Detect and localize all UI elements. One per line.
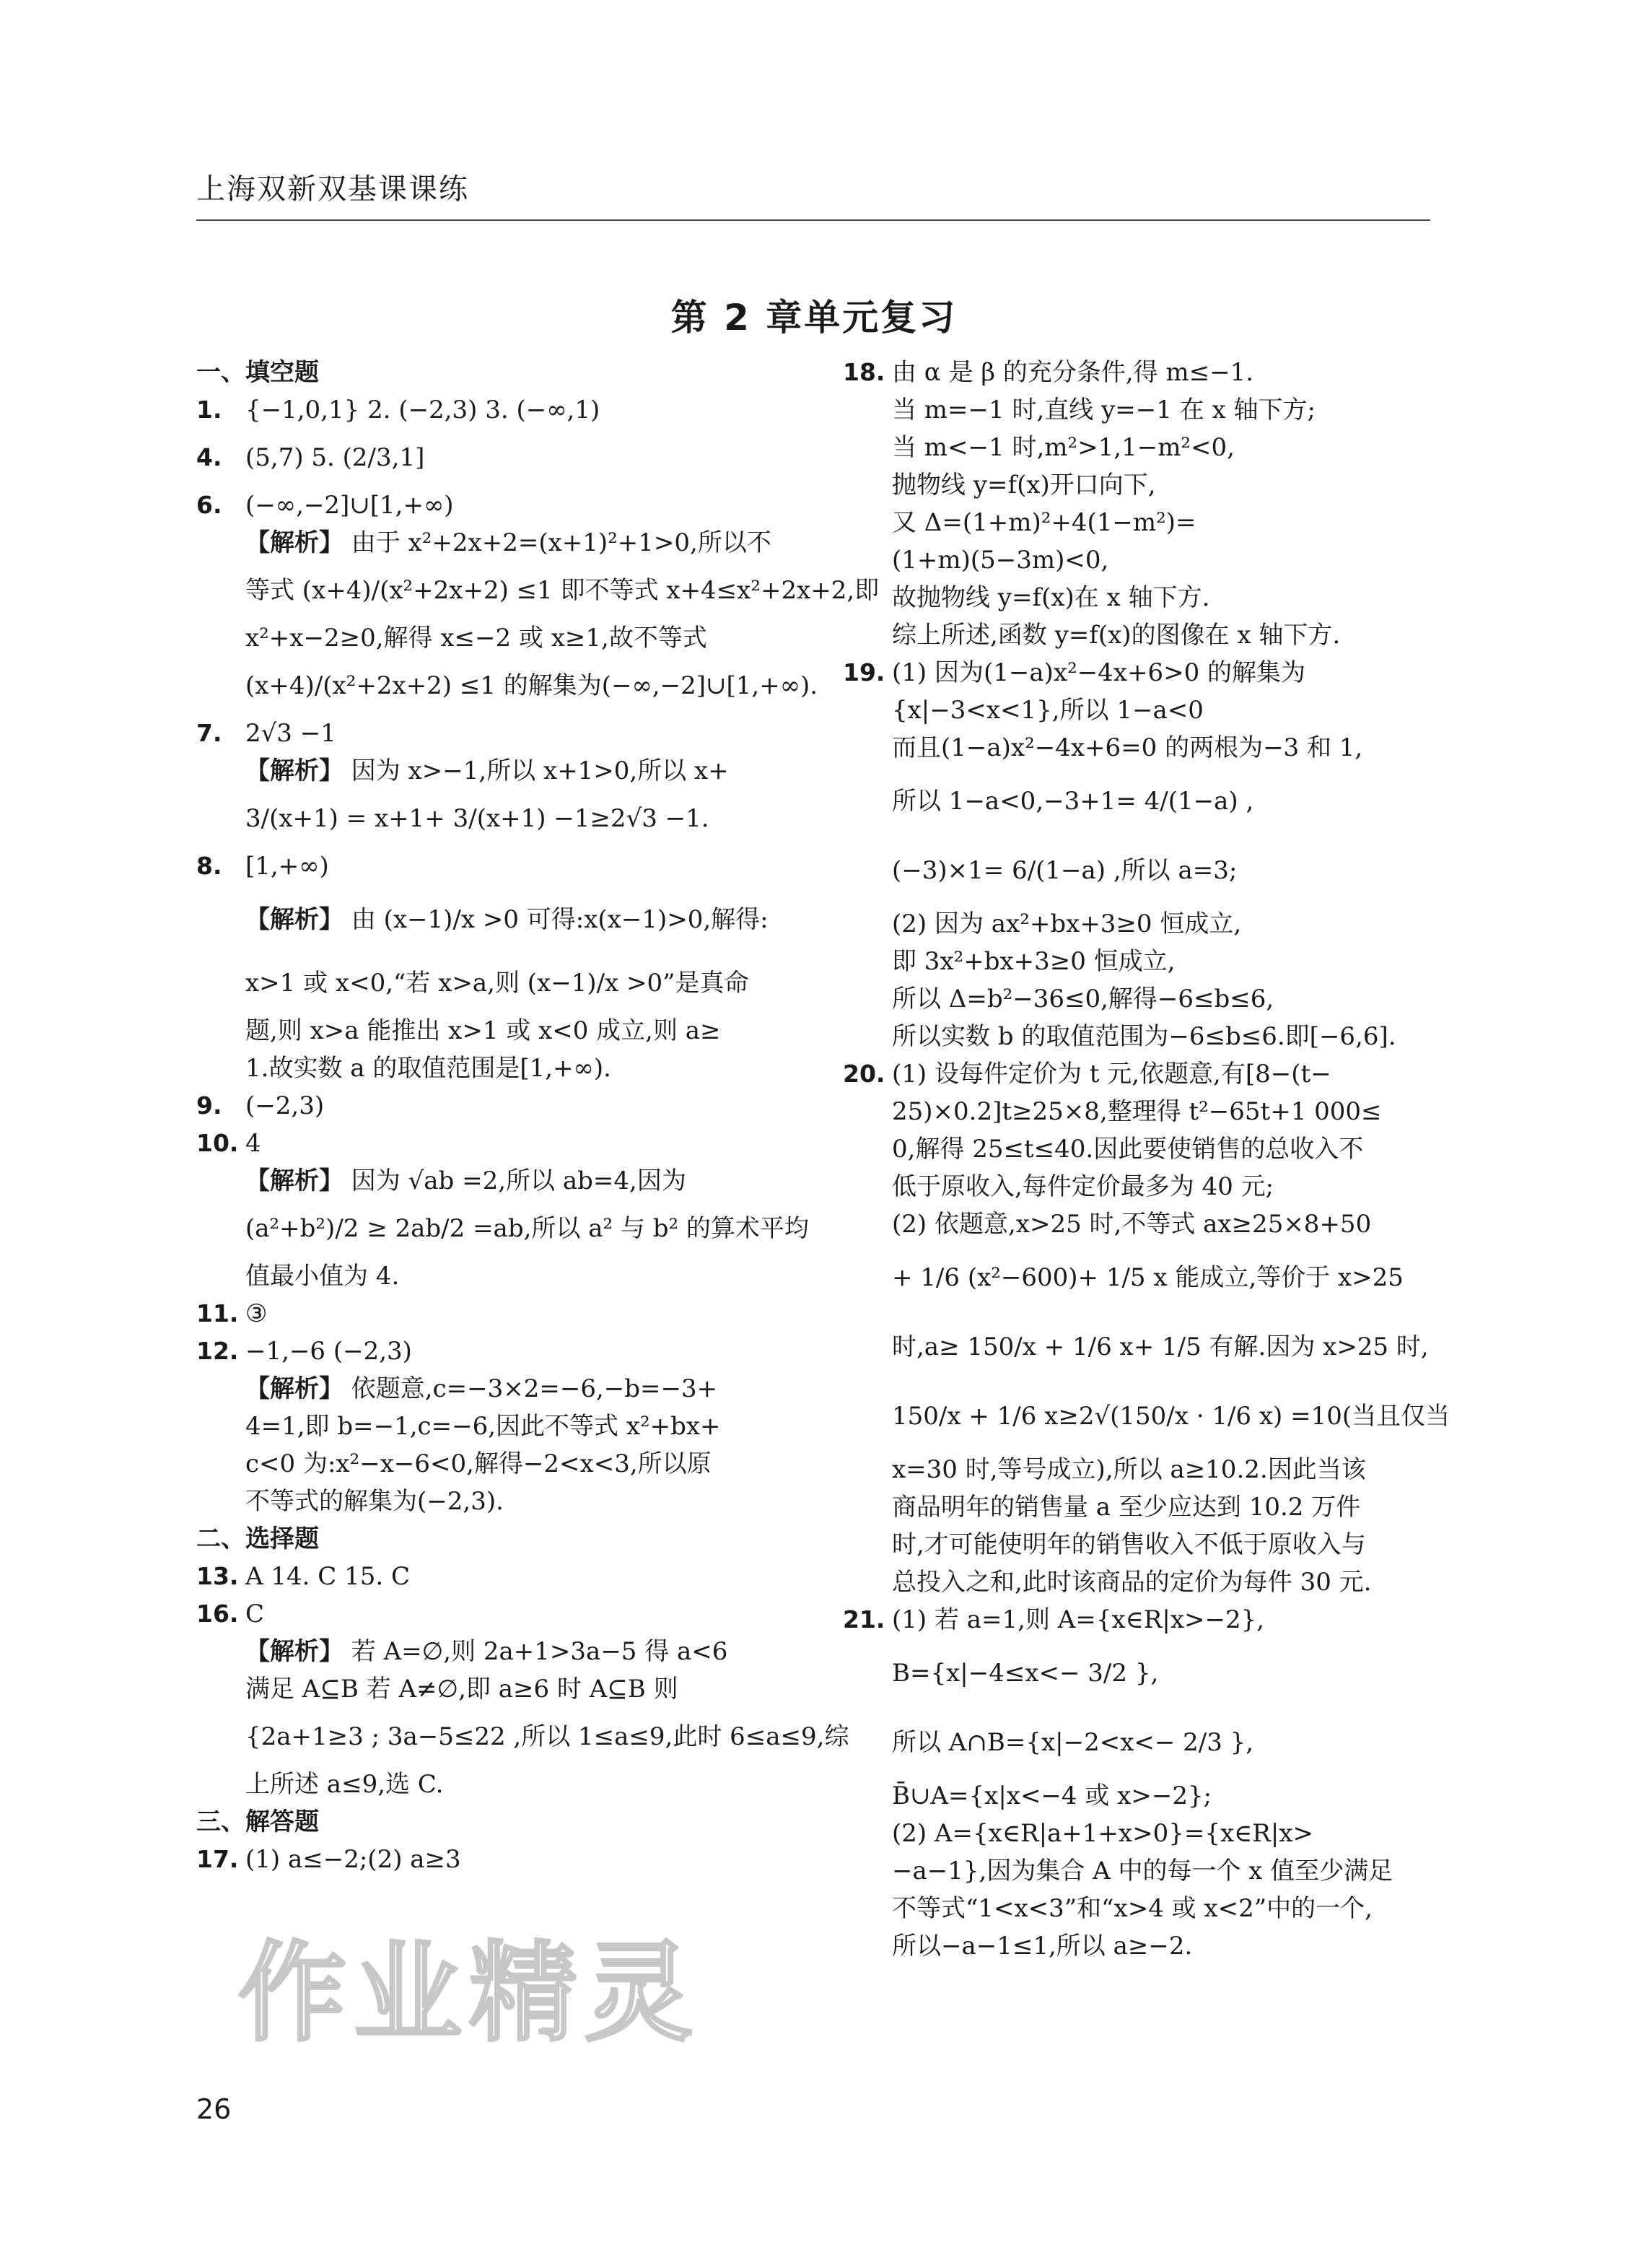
item-text: [1,+∞) — [245, 852, 329, 881]
continuation-line: B={x|−4≤x<− 3/2 }, — [892, 1659, 1159, 1688]
item-text: A 14. C 15. C — [245, 1562, 410, 1591]
item-text: (1) 若 a=1,则 A={x∈R|x>−2}, — [892, 1605, 1265, 1634]
continuation-line: 时,才可能使明年的销售收入不低于原收入与 — [892, 1530, 1366, 1559]
item-number: 19. — [843, 658, 885, 686]
continuation-line: 所以实数 b 的取值范围为−6≤b≤6.即[−6,6]. — [892, 1022, 1396, 1051]
continuation-line: 1.故实数 a 的取值范围是[1,+∞). — [245, 1054, 611, 1083]
watermark-logo: 作业精灵 — [238, 1931, 701, 2057]
continuation-line: 不等式的解集为(−2,3). — [245, 1487, 504, 1516]
answer-item — [196, 391, 788, 429]
continuation-line: (a²+b²)/2 ≥ 2ab/2 =ab,所以 a² 与 b² 的算术平均 — [245, 1214, 809, 1243]
explanation-tag: 【解析】 — [245, 905, 343, 934]
answer-item — [196, 1295, 788, 1333]
item-text: (1) 设每件定价为 t 元,依题意,有[8−(t− — [892, 1060, 1331, 1089]
answer-item — [196, 429, 788, 487]
continuation-line: 150/x + 1/6 x≥2√(150/x · 1/6 x) =10(当且仅当 — [892, 1402, 1450, 1431]
continuation-line: (−3)×1= 6/(1−a) ,所以 a=3; — [892, 856, 1238, 885]
answer-item — [843, 1055, 1432, 1093]
explanation-text: 依题意,c=−3×2=−6,−b=−3+ — [343, 1374, 718, 1403]
item-number: 6. — [196, 491, 222, 519]
item-number: 17. — [196, 1845, 239, 1873]
explanation-line — [196, 1633, 788, 1670]
continuation-line: 4=1,即 b=−1,c=−6,因此不等式 x²+bx+ — [245, 1412, 721, 1441]
answer-item — [196, 1333, 788, 1370]
item-number: 16. — [196, 1600, 239, 1628]
item-text: C — [245, 1600, 265, 1628]
continuation-line: 总投入之和,此时该商品的定价为每件 30 元. — [892, 1568, 1372, 1597]
answer-item — [196, 1087, 788, 1125]
continuation-line: 低于原收入,每件定价最多为 40 元; — [892, 1172, 1274, 1201]
item-number: 13. — [196, 1562, 239, 1590]
item-text: (1) 因为(1−a)x²−4x+6>0 的解集为 — [892, 658, 1306, 687]
running-header: 上海双新双基课课练 — [196, 173, 469, 206]
explanation-line — [196, 1162, 788, 1200]
continuation-line: 25)×0.2]t≥25×8,整理得 t²−65t+1 000≤ — [892, 1097, 1382, 1126]
item-text: (5,7) 5. (2/3,1] — [245, 443, 425, 472]
answer-item — [196, 1595, 788, 1633]
continuation-line: 上所述 a≤9,选 C. — [245, 1770, 444, 1799]
section-heading: 三、解答题 — [196, 1807, 319, 1836]
item-number: 12. — [196, 1337, 239, 1365]
continuation-line: 故抛物线 y=f(x)在 x 轴下方. — [892, 583, 1210, 612]
continuation-line: 综上所述,函数 y=f(x)的图像在 x 轴下方. — [892, 621, 1341, 650]
continuation-line: 抛物线 y=f(x)开口向下, — [892, 471, 1156, 500]
answer-item — [196, 715, 788, 752]
item-number: 11. — [196, 1299, 239, 1327]
explanation-line — [196, 752, 788, 790]
answer-item — [196, 1558, 788, 1595]
section-heading: 一、填空题 — [196, 358, 319, 387]
continuation-line: (2) 因为 ax²+bx+3≥0 恒成立, — [892, 910, 1242, 938]
continuation-line: x=30 时,等号成立),所以 a≥10.2.因此当该 — [892, 1455, 1366, 1484]
item-text: {−1,0,1} 2. (−2,3) 3. (−∞,1) — [245, 396, 600, 424]
continuation-line: + 1/6 (x²−600)+ 1/5 x 能成立,等价于 x>25 — [892, 1263, 1404, 1292]
item-number: 4. — [196, 443, 222, 471]
continuation-line: 商品明年的销售量 a 至少应达到 10.2 万件 — [892, 1493, 1361, 1522]
explanation-tag: 【解析】 — [245, 756, 343, 785]
answer-item — [843, 354, 1432, 391]
page-number: 26 — [196, 2093, 232, 2125]
item-number: 10. — [196, 1129, 239, 1157]
item-number: 1. — [196, 396, 222, 424]
item-number: 9. — [196, 1091, 222, 1120]
continuation-line: (2) 依题意,x>25 时,不等式 ax≥25×8+50 — [892, 1210, 1372, 1239]
continuation-line: B̄∪A={x|x<−4 或 x>−2}; — [892, 1781, 1212, 1810]
explanation-tag: 【解析】 — [245, 1637, 343, 1666]
item-text: (1) a≤−2;(2) a≥3 — [245, 1845, 461, 1874]
explanation-tag: 【解析】 — [245, 1166, 343, 1195]
item-text: 由 α 是 β 的充分条件,得 m≤−1. — [892, 358, 1254, 387]
page-title: 第 2 章单元复习 — [670, 297, 958, 339]
explanation-tag: 【解析】 — [245, 1374, 343, 1403]
continuation-line: 即 3x²+bx+3≥0 恒成立, — [892, 947, 1176, 976]
continuation-line: 值最小值为 4. — [245, 1262, 400, 1291]
explanation-text: 由 (x−1)/x >0 可得:x(x−1)>0,解得: — [343, 905, 769, 934]
item-text: ③ — [245, 1299, 268, 1328]
continuation-line: 不等式“1<x<3”和“x>4 或 x<2”中的一个, — [892, 1894, 1373, 1923]
continuation-line: (x+4)/(x²+2x+2) ≤1 的解集为(−∞,−2]∪[1,+∞). — [245, 671, 818, 700]
continuation-line: 当 m<−1 时,m²>1,1−m²<0, — [892, 433, 1235, 462]
explanation-text: 由于 x²+2x+2=(x+1)²+1>0,所以不 — [343, 528, 771, 557]
continuation-line: 题,则 x>a 能推出 x>1 或 x<0 成立,则 a≥ — [245, 1016, 721, 1045]
answer-item — [196, 847, 788, 885]
item-number: 20. — [843, 1060, 885, 1088]
item-text: 4 — [245, 1129, 261, 1158]
answer-item — [843, 1601, 1432, 1639]
continuation-line: (1+m)(5−3m)<0, — [892, 546, 1109, 575]
continuation-line: c<0 为:x²−x−6<0,解得−2<x<3,所以原 — [245, 1449, 712, 1478]
explanation-line — [196, 524, 788, 562]
explanation-line — [196, 1370, 788, 1408]
continuation-line: (2) A={x∈R|a+1+x>0}={x∈R|x> — [892, 1819, 1314, 1848]
continuation-line: 当 m=−1 时,直线 y=−1 在 x 轴下方; — [892, 396, 1316, 424]
answer-item — [196, 1125, 788, 1162]
explanation-tag: 【解析】 — [245, 528, 343, 557]
continuation-line: 时,a≥ 150/x + 1/6 x+ 1/5 有解.因为 x>25 时, — [892, 1333, 1429, 1361]
continuation-line: {x|−3<x<1},所以 1−a<0 — [892, 696, 1204, 725]
continuation-line: 而且(1−a)x²−4x+6=0 的两根为−3 和 1, — [892, 733, 1363, 762]
continuation-line: 所以 A∩B={x|−2<x<− 2/3 }, — [892, 1728, 1254, 1757]
right-column — [843, 354, 1450, 1965]
continuation-line: 满足 A⊆B 若 A≠∅,即 a≥6 时 A⊆B 则 — [245, 1675, 678, 1704]
header-rule — [196, 219, 1430, 221]
continuation-line: 所以 1−a<0,−3+1= 4/(1−a) , — [892, 787, 1254, 816]
continuation-line: x>1 或 x<0,“若 x>a,则 (x−1)/x >0”是真命 — [245, 969, 749, 998]
item-number: 8. — [196, 852, 222, 880]
continuation-line: 又 Δ=(1+m)²+4(1−m²)= — [892, 508, 1196, 537]
explanation-line — [196, 885, 788, 954]
continuation-line: 等式 (x+4)/(x²+2x+2) ≤1 即不等式 x+4≤x²+2x+2,即 — [245, 576, 880, 605]
answer-item — [196, 1841, 788, 1878]
answer-item — [843, 654, 1432, 692]
item-text: (−2,3) — [245, 1091, 325, 1120]
continuation-line: 所以 Δ=b²−36≤0,解得−6≤b≤6, — [892, 985, 1274, 1013]
answer-item — [196, 487, 788, 524]
continuation-line: −a−1},因为集合 A 中的每一个 x 值至少满足 — [892, 1857, 1393, 1885]
item-text: 2√3 −1 — [245, 719, 336, 748]
continuation-line: 3/(x+1) = x+1+ 3/(x+1) −1≥2√3 −1. — [245, 804, 709, 833]
item-number: 21. — [843, 1605, 885, 1634]
continuation-line: x²+x−2≥0,解得 x≤−2 或 x≥1,故不等式 — [245, 624, 707, 653]
item-number: 7. — [196, 719, 222, 747]
explanation-text: 因为 √ab =2,所以 ab=4,因为 — [343, 1166, 686, 1195]
item-number: 18. — [843, 358, 885, 386]
explanation-text: 因为 x>−1,所以 x+1>0,所以 x+ — [343, 756, 729, 785]
explanation-text: 若 A=∅,则 2a+1>3a−5 得 a<6 — [343, 1637, 728, 1666]
continuation-line: 所以−a−1≤1,所以 a≥−2. — [892, 1932, 1193, 1960]
left-column — [196, 354, 880, 1878]
continuation-line: {2a+1≥3 ; 3a−5≤22 ,所以 1≤a≤9,此时 6≤a≤9,综 — [245, 1722, 849, 1751]
item-text: (−∞,−2]∪[1,+∞) — [245, 491, 454, 520]
section-heading: 二、选择题 — [196, 1525, 319, 1553]
continuation-line: 0,解得 25≤t≤40.因此要使销售的总收入不 — [892, 1135, 1364, 1164]
item-text: −1,−6 (−2,3) — [245, 1337, 412, 1366]
